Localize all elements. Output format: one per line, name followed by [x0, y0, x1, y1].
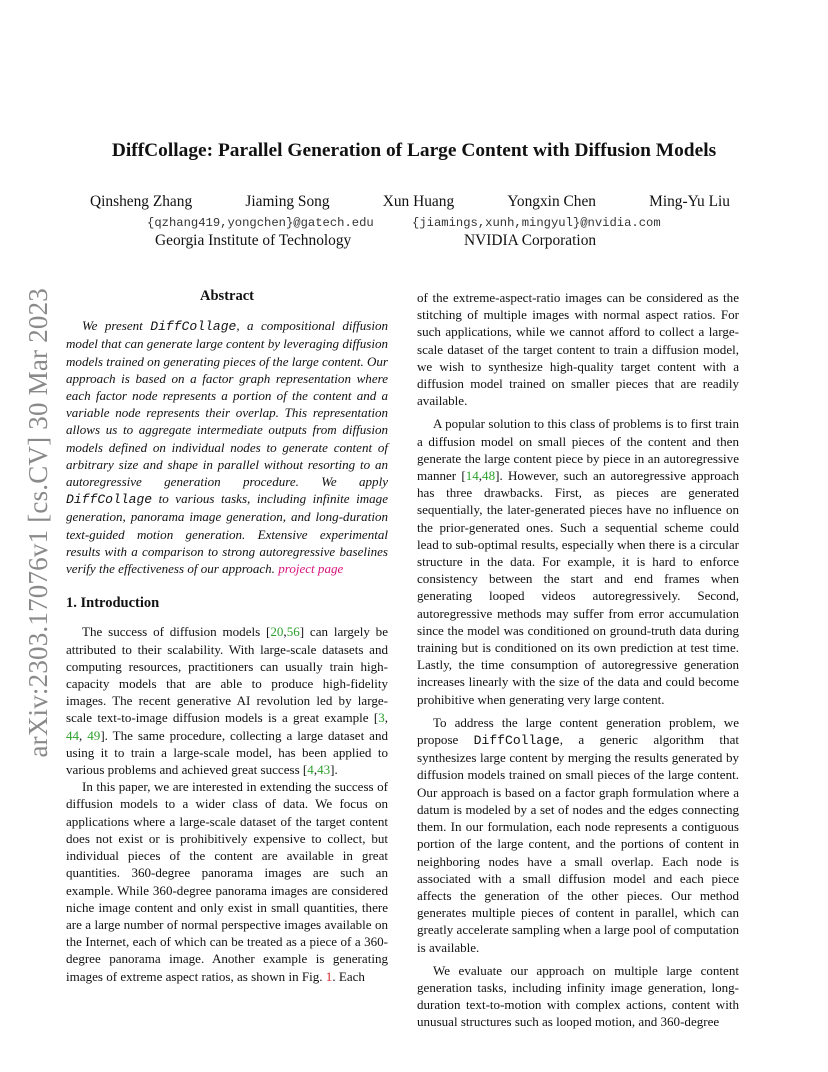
intro-paragraph-1: The success of diffusion models [20,56] can largely be attributed to their scalability. With large-scale datasets and computing resources, practitioners can usually train high-capacity models that are able to produce high-fidelity images. The recent generative AI revolution led by large-scale text-to-image diffusion models is a great example [3, 44, 49]. The same procedure, collecting a large dataset and using it to train a large-scale model, has been applied to various problems and achieved great success [4,43]. [66, 624, 389, 778]
figure-link[interactable]: 1 [325, 968, 333, 984]
email-nvidia: {jiamings,xunh,mingyul}@nvidia.com [412, 216, 661, 230]
affiliation-nvidia: NVIDIA Corporation [464, 232, 597, 249]
right-paragraph-1: of the extreme-aspect-ratio images can be considered as the stitching of multiple images with normal aspect ratios. For such applications, while we cannot afford to collect a large-scale dataset of the target content to train a diffusion model, we wish to synthesize high-quality target content with a diffusion model trained on smaller pieces that are readily available. [417, 290, 739, 409]
arxiv-watermark [18, 283, 58, 763]
citation-link[interactable]: 14 [465, 468, 479, 484]
right-paragraph-4: We evaluate our approach on multiple large content generation tasks, including infinity image generation, long-duration text-to-motion with complex actions, content with unusual structures such as looped motion, and 360-degree [417, 962, 739, 1030]
section-heading-introduction: 1. Introduction [66, 595, 160, 612]
author: Qinsheng Zhang [90, 193, 193, 210]
author: Xun Huang [382, 193, 455, 210]
author: Ming-Yu Liu [649, 193, 730, 210]
abstract-heading: Abstract [200, 288, 254, 304]
citation-link[interactable]: 4 [307, 762, 314, 778]
left-column [66, 288, 388, 985]
citation-link[interactable]: 56 [286, 624, 300, 640]
author: Jiaming Song [245, 193, 330, 210]
citation-link[interactable]: 43 [317, 762, 331, 778]
paper-title: DiffCollage: Parallel Generation of Large Content with Diffusion Models [111, 140, 717, 161]
right-column [417, 289, 739, 1031]
intro-paragraph-2: In this paper, we are interested in extending the success of diffusion models to a wider class of data. We focus on applications where a large-scale dataset of the target content does not exist or is prohibitively expensive to collect, but individual pieces of the content are available in great quantities. 360-degree panorama images are such an example. While 360-degree panorama images are considered niche image content and only exist in small quantities, there are a large number of normal perspective images available on the Internet, each of which can be treated as a piece of a 360-degree panorama image. Another example is generating images of extreme aspect ratios, as shown in Fig. 1. Each [66, 779, 388, 984]
author-list [90, 193, 730, 211]
citation-link[interactable]: 48 [482, 468, 496, 484]
citation-link[interactable]: 44 [66, 727, 80, 743]
affiliation-gatech: Georgia Institute of Technology [155, 232, 352, 249]
citation-link[interactable]: 20 [270, 624, 284, 640]
citation-link[interactable]: 3 [378, 710, 385, 726]
right-paragraph-2: A popular solution to this class of problems is to first train a diffusion model on small pieces of the content and then generate the large content piece by piece in an autoregressive manner [14,48]. However, such an autoregressive approach has three drawbacks. First, as pieces are generated sequentially, the later-generated pieces have no influence on the prior-generated ones. Such a sequential scheme could lead to sub-optimal results, especially when there is a circular structure in the data. For example, it is hard to enforce consistency between the start and end frames when generating looped videos autoregressively. Second, autoregressive methods may suffer from error accumulation since the model was conditioned on ground-truth data during training but is conditioned on its own prediction at test time. Lastly, the time consumption of autoregressive generation increases linearly with the size of the data and could become prohibitive when generating very large content. [417, 416, 739, 707]
abstract-text: We present DiffCollage, a compositional diffusion model that can generate large content by leveraging diffusion models trained on generating pieces of the large content. Our approach is based on a factor graph representation where each factor node represents a portion of the content and a variable node represents their overlap. This representation allows us to aggregate intermediate outputs from diffusion models defined on individual nodes to generate content of arbitrary size and shape in parallel without resorting to an autoregressive generation procedure. We apply DiffCollage to various tasks, including infinite image generation, panorama image generation, and long-duration text-guided motion generation. Extensive experimental results with a comparison to strong autoregressive baselines verify the effectiveness of our approach. project page [66, 318, 389, 577]
arxiv-id: arXiv:2303.17076v1 [cs.CV] 30 Mar 2023 [22, 288, 53, 758]
author: Yongxin Chen [507, 193, 596, 210]
email-gatech: {qzhang419,yongchen}@gatech.edu [147, 216, 374, 230]
project-page-link[interactable]: project page [278, 561, 344, 577]
method-name: DiffCollage [66, 492, 153, 508]
method-name: DiffCollage [473, 733, 560, 749]
method-name: DiffCollage [150, 319, 237, 335]
citation-link[interactable]: 49 [87, 727, 101, 743]
right-paragraph-3: To address the large content generation problem, we propose DiffCollage, a generic algorithm that synthesizes large content by merging the results generated by diffusion models trained on small pieces of the large content. Our approach is based on a factor graph formulation where a datum is modeled by a set of nodes and the edges connecting them. In our formulation, each node represents a contiguous portion of the large content, and the portions of content in neighboring nodes have a small overlap. Each node is associated with a small diffusion model and each piece affects the generation of the other pieces. Our method generates multiple pieces of content in parallel, which can greatly accelerate sampling when a large pool of computation is available. [417, 714, 739, 955]
